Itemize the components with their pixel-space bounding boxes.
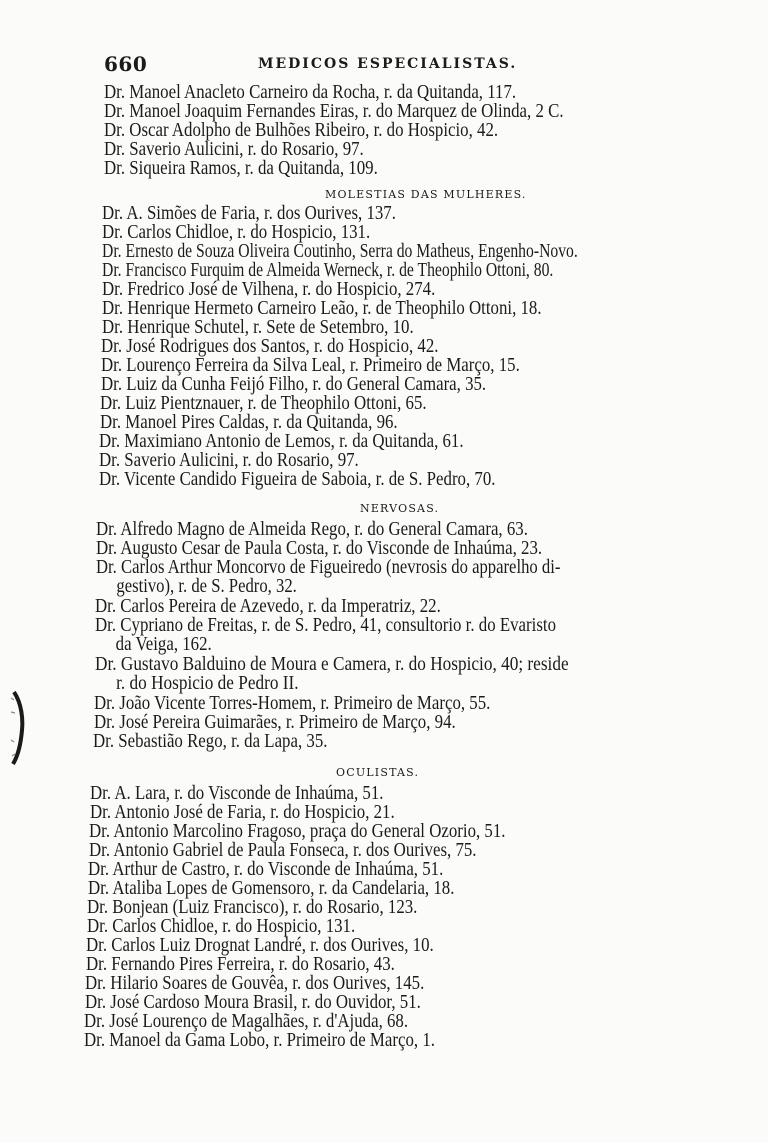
list-item: Dr. Henrique Schutel, r. Sete de Setembro, 10. xyxy=(102,317,414,338)
entry-line: Dr. Gustavo Balduino de Moura e Camera, r. do Hospicio, 40; reside xyxy=(95,654,569,675)
list-item: Dr. Arthur de Castro, r. do Visconde de Inhaúma, 51. xyxy=(88,859,444,880)
list-item: Dr. José Cardoso Moura Brasil, r. do Ouvidor, 51. xyxy=(85,992,421,1013)
list-item: Dr. A. Lara, r. do Visconde de Inhaúma, 51. xyxy=(90,783,384,804)
list-item: Dr. Hilario Soares de Gouvêa, r. dos Ourives, 145. xyxy=(85,973,425,994)
list-item: Dr. Antonio José de Faria, r. do Hospicio, 21. xyxy=(90,802,395,823)
list-item: Dr. A. Simões de Faria, r. dos Ourives, 137. xyxy=(102,203,396,224)
page-header xyxy=(104,52,724,80)
list-item: Dr. Sebastião Rego, r. da Lapa, 35. xyxy=(93,731,328,752)
list-item: Dr. José Rodrigues dos Santos, r. do Hospicio, 42. xyxy=(101,336,439,357)
section-heading-molestias: MOLESTIAS DAS MULHERES. xyxy=(325,188,527,201)
list-item: Dr. Luiz Pientznauer, r. de Theophilo Ottoni, 65. xyxy=(100,393,427,414)
list-item: Dr. Carlos Chidloe, r. do Hospicio, 131. xyxy=(87,916,356,937)
list-item: Dr. Manoel Joaquim Fernandes Eiras, r. do Marquez de Olinda, 2 C. xyxy=(104,101,564,122)
entry-continuation: da Veiga, 162. xyxy=(115,634,212,655)
list-item: Dr. Saverio Aulicini, r. do Rosario, 97. xyxy=(104,139,364,160)
running-head: MEDICOS ESPECIALISTAS. xyxy=(258,56,518,72)
entry-line: Dr. Cypriano de Freitas, r. de S. Pedro, 41, consultorio r. do Evaristo xyxy=(95,615,557,636)
entry-line: Dr. Carlos Arthur Moncorvo de Figueiredo (nevrosis do apparelho di- xyxy=(96,557,561,578)
list-item: Dr. Ataliba Lopes de Gomensoro, r. da Candelaria, 18. xyxy=(88,878,455,899)
list-item: Dr. Ernesto de Souza Oliveira Coutinho, Serra do Matheus, Engenho-Novo. xyxy=(102,241,578,262)
list-item: Dr. Alfredo Magno de Almeida Rego, r. do General Camara, 63. xyxy=(96,519,528,540)
list-item: Dr. João Vicente Torres-Homem, r. Primeiro de Março, 55. xyxy=(94,693,491,714)
section-heading-nervosas: NERVOSAS. xyxy=(360,502,440,515)
entry-continuation: r. do Hospicio de Pedro II. xyxy=(116,673,299,694)
list-item: Dr. Carlos Pereira de Azevedo, r. da Imperatriz, 22. xyxy=(95,596,441,617)
margin-bracket-mark xyxy=(8,690,28,766)
list-item: Dr. Carlos Chidloe, r. do Hospicio, 131. xyxy=(102,222,371,243)
list-item: Dr. Carlos Luiz Drognat Landré, r. dos Ourives, 10. xyxy=(86,935,434,956)
list-item xyxy=(96,558,560,596)
list-item: Dr. Oscar Adolpho de Bulhões Ribeiro, r. do Hospicio, 42. xyxy=(104,120,499,141)
list-item xyxy=(95,616,556,654)
list-item: Dr. Fernando Pires Ferreira, r. do Rosario, 43. xyxy=(86,954,395,975)
list-item: Dr. Bonjean (Luiz Francisco), r. do Rosario, 123. xyxy=(87,897,418,918)
list-item: Dr. Henrique Hermeto Carneiro Leão, r. de Theophilo Ottoni, 18. xyxy=(102,298,542,319)
list-item: Dr. Luiz da Cunha Feijó Filho, r. do General Camara, 35. xyxy=(101,374,487,395)
list-item: Dr. Saverio Aulicini, r. do Rosario, 97. xyxy=(99,450,359,471)
list-item: Dr. Lourenço Ferreira da Silva Leal, r. Primeiro de Março, 15. xyxy=(101,355,520,376)
entry-continuation: gestivo), r. de S. Pedro, 32. xyxy=(116,576,297,597)
list-item: Dr. Antonio Gabriel de Paula Fonseca, r. dos Ourives, 75. xyxy=(89,840,477,861)
list-item: Dr. Fredrico José de Vilhena, r. do Hospicio, 274. xyxy=(102,279,436,300)
list-item: Dr. Manoel Pires Caldas, r. da Quitanda, 96. xyxy=(100,412,398,433)
list-item: Dr. José Lourenço de Magalhães, r. d'Ajuda, 68. xyxy=(84,1011,409,1032)
list-item: Dr. Antonio Marcolino Fragoso, praça do General Ozorio, 51. xyxy=(89,821,506,842)
list-item: Dr. Augusto Cesar de Paula Costa, r. do Visconde de Inhaúma, 23. xyxy=(96,538,543,559)
list-item: Dr. Manoel da Gama Lobo, r. Primeiro de Março, 1. xyxy=(84,1030,435,1051)
list-item: Dr. Maximiano Antonio de Lemos, r. da Quitanda, 61. xyxy=(99,431,464,452)
list-item: Dr. Manoel Anacleto Carneiro da Rocha, r. da Quitanda, 117. xyxy=(104,82,517,103)
list-item: Dr. Siqueira Ramos, r. da Quitanda, 109. xyxy=(104,158,378,179)
section-heading-oculistas: OCULISTAS. xyxy=(336,766,420,779)
list-item: Dr. Vicente Candido Figueira de Saboia, r. de S. Pedro, 70. xyxy=(99,469,496,490)
page-number: 660 xyxy=(104,52,148,76)
list-item xyxy=(95,655,569,693)
list-item: Dr. José Pereira Guimarães, r. Primeiro de Março, 94. xyxy=(94,712,456,733)
list-item: Dr. Francisco Furquim de Almeida Werneck, r. de Theophilo Ottoni, 80. xyxy=(102,260,554,281)
